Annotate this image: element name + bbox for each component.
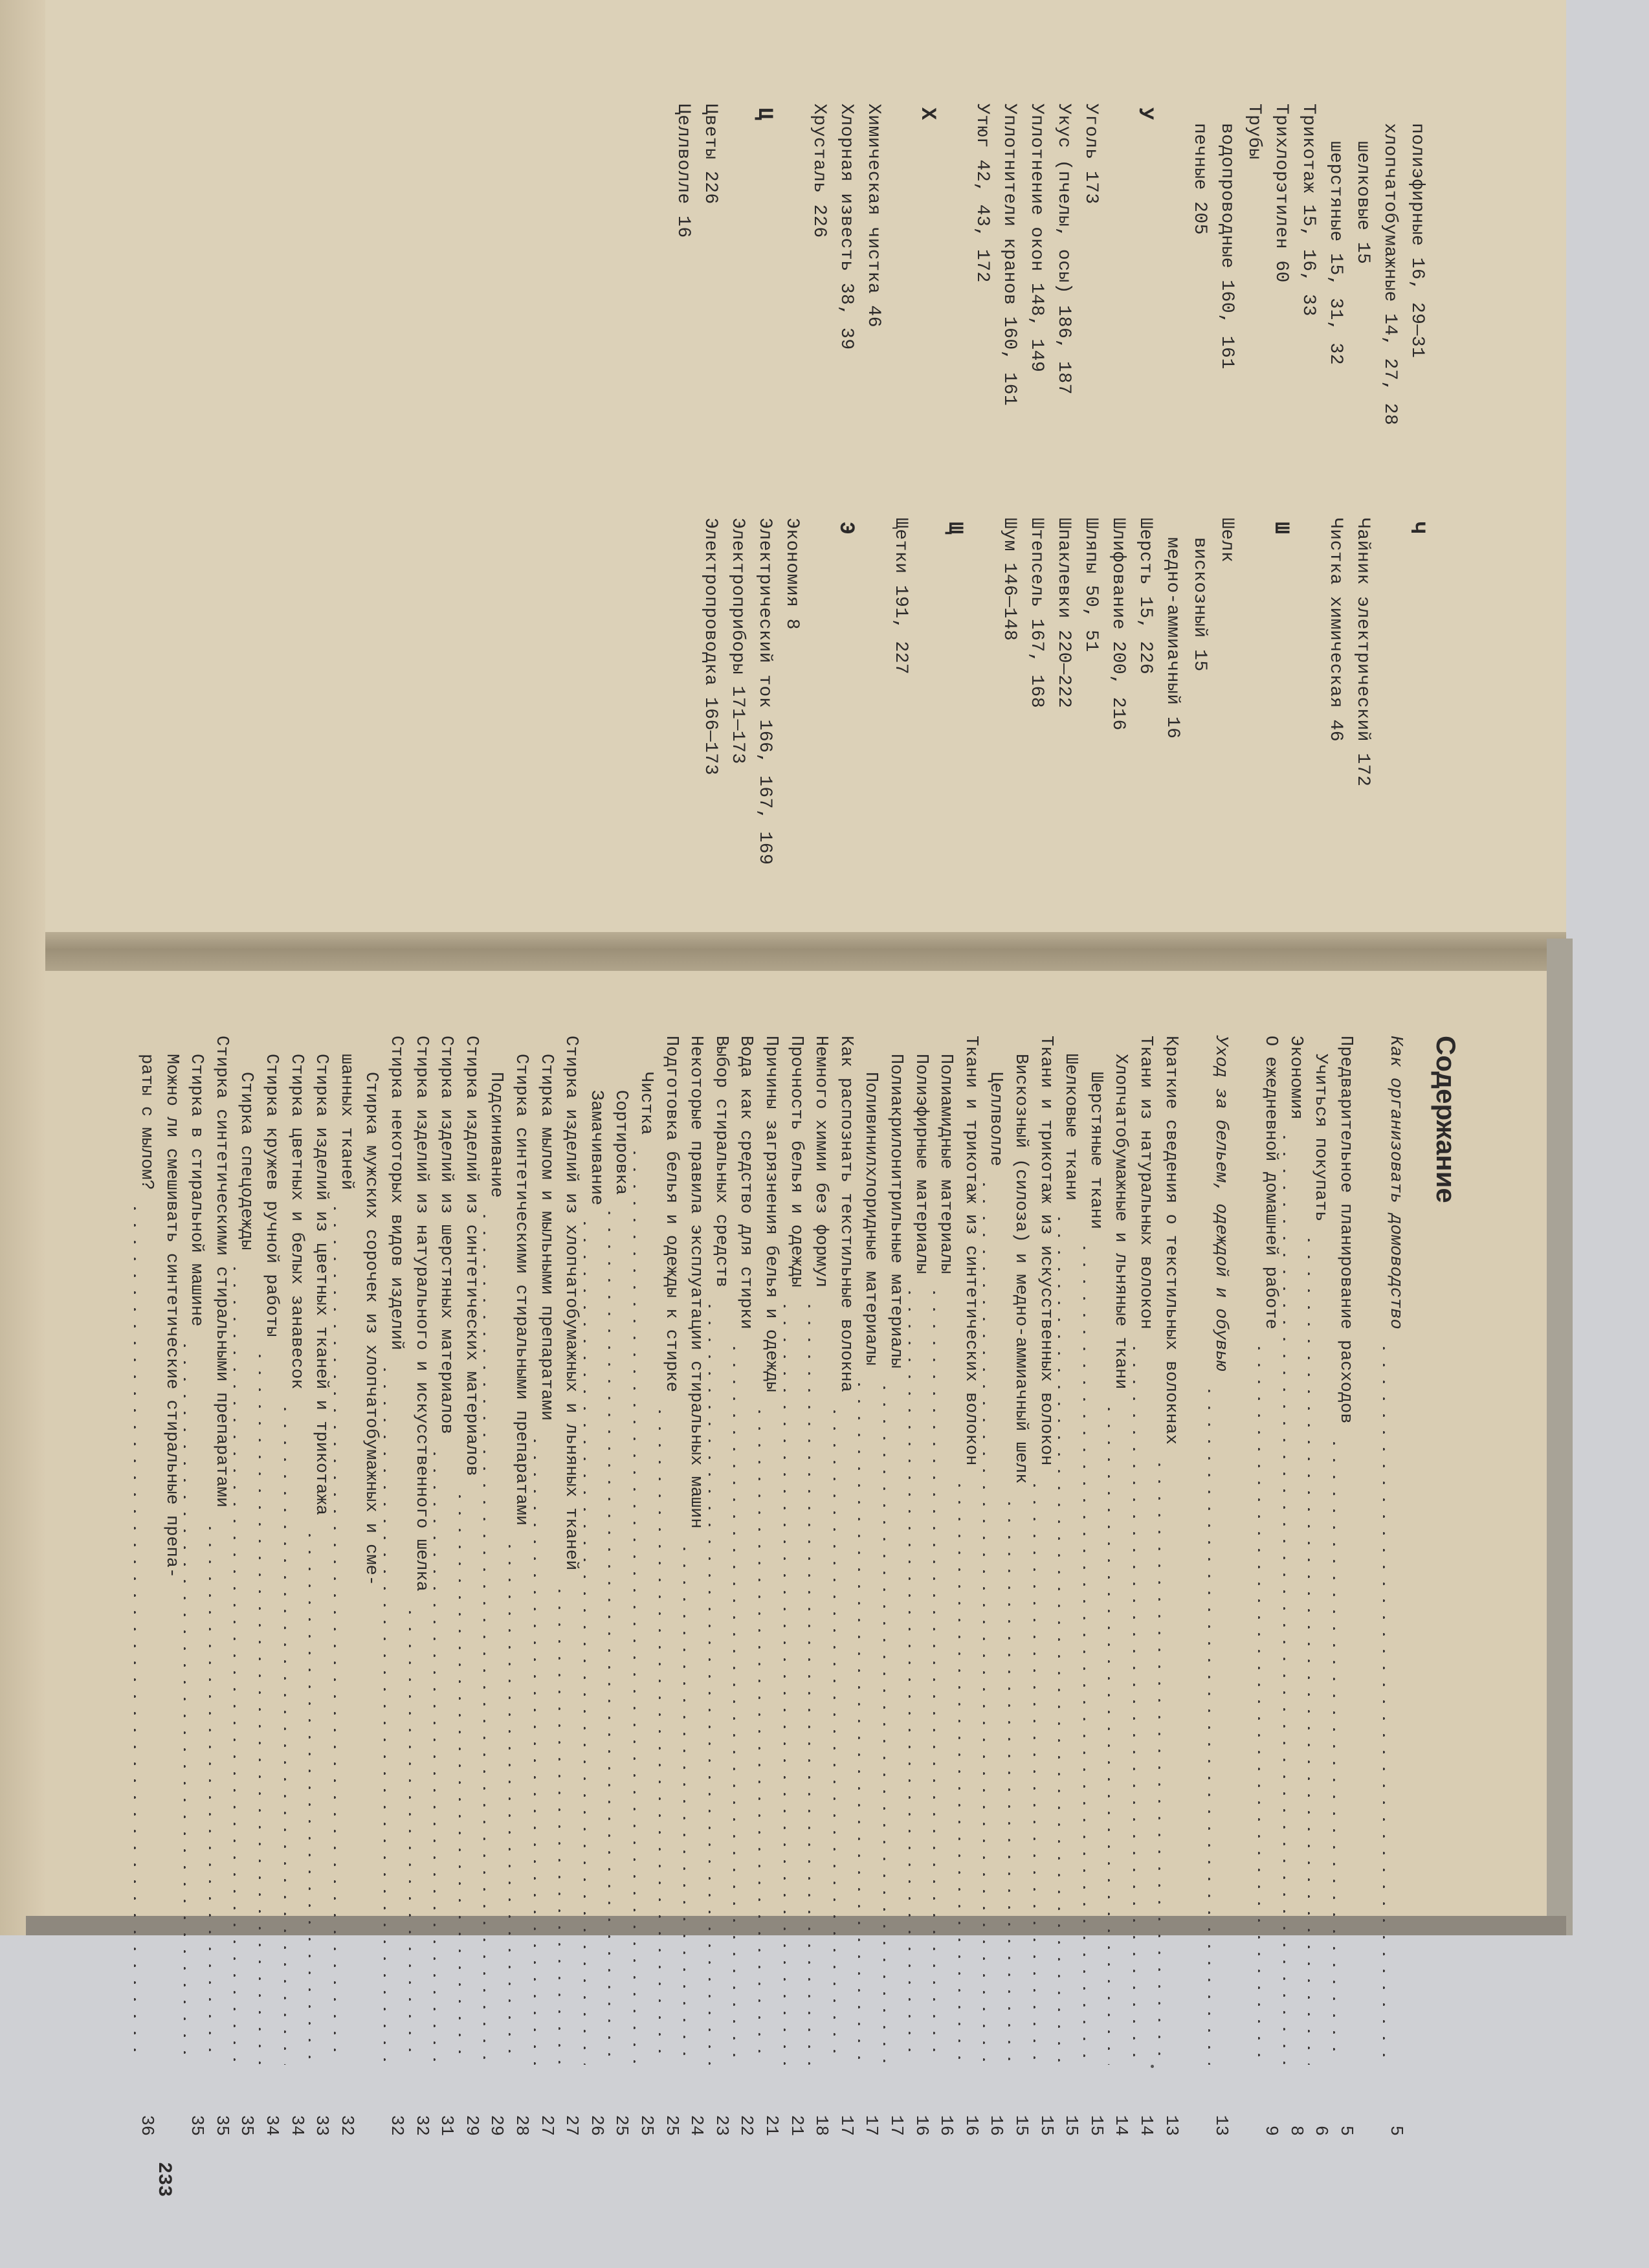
- toc-entry-title: Стирка в стиральной машине: [186, 1054, 206, 1327]
- toc-leader-dots: [784, 1298, 808, 2065]
- page-number: 233: [153, 2162, 175, 2197]
- toc-leader-dots: [1008, 1495, 1033, 2065]
- toc-entry-title: Некоторые правила эксплуатации стиральных машин: [686, 1036, 706, 1529]
- index-entry: хлопчатобумажные 14, 27, 28: [1380, 123, 1400, 426]
- toc-leader-dots: [309, 1527, 333, 2065]
- toc-page-number: 31: [436, 2115, 456, 2136]
- toc-entry: [709, 1036, 733, 2136]
- index-entry: Шелк: [1217, 518, 1237, 563]
- toc-leader-dots: [384, 1361, 408, 2065]
- index-entry: Трикотаж 15, 16, 33: [1298, 104, 1318, 317]
- toc-page-number: 21: [761, 2115, 780, 2136]
- toc-entry-title: Выбор стиральных средств: [711, 1036, 731, 1287]
- index-entry: Хрусталь 226: [809, 104, 829, 238]
- index-entry: Электрический ток 166, 167, 169: [755, 518, 775, 865]
- toc-leader-dots: [334, 1200, 359, 2065]
- toc-entry-title: Ткани из натуральных волокон: [1136, 1036, 1155, 1329]
- toc-page-number: 28: [511, 2115, 531, 2136]
- toc-entry: [1283, 1036, 1308, 2136]
- toc-entry-title: Предварительное планирование расходов: [1335, 1036, 1355, 1424]
- toc-page-number: 35: [186, 2115, 206, 2136]
- toc-entry: [459, 1036, 483, 2136]
- toc-page-number: 29: [461, 2115, 481, 2136]
- toc-entry-title: Прочность белья и одежды: [786, 1036, 806, 1287]
- index-entry: Трубы: [1244, 104, 1264, 160]
- index-entry: Шпаклевки 220—222: [1054, 518, 1074, 709]
- page-edge-shadow: [0, 0, 45, 1935]
- toc-section-heading: [1208, 1036, 1233, 2136]
- toc-entry-title: Стирка изделий из шерстяных материалов: [436, 1036, 456, 1434]
- toc-entry-title: Уход за бельем, одеждой и обувью: [1210, 1036, 1230, 1372]
- toc-entry-title: Целлволле: [986, 1072, 1006, 1166]
- toc-entry-title: Вискозный (силоза) и медно-аммиачный шелк: [1011, 1054, 1030, 1484]
- index-letter-heading: Х: [916, 107, 940, 120]
- index-letter-heading: Ч: [1405, 522, 1429, 535]
- toc-entry-title: Стирка изделий из натурального и искусственного шелка: [411, 1036, 431, 1592]
- toc-entry: [309, 1036, 333, 2136]
- toc-entry: [634, 1036, 658, 2136]
- toc-entry: [1058, 1036, 1083, 2136]
- toc-leader-dots: [659, 1403, 683, 2065]
- index-entry: Хлорная известь 38, 39: [836, 104, 856, 350]
- toc-entry-title: Как распознать текстильные волокна: [836, 1036, 856, 1392]
- toc-page-number: 22: [736, 2115, 756, 2136]
- toc-leader-dots: [958, 1477, 983, 2065]
- book-cover-edge: [1547, 939, 1573, 1935]
- toc-leader-dots: [1108, 1401, 1133, 2065]
- toc-entry: [933, 1036, 958, 2136]
- toc-entry-title: Хлопчатобумажные и льняные ткани: [1111, 1054, 1131, 1390]
- index-entry: Уголь 173: [1081, 104, 1101, 205]
- toc-leader-dots: [284, 1401, 309, 2065]
- toc-leader-dots: [209, 1520, 234, 2065]
- toc-entry-title: Подготовка белья и одежды к стирке: [661, 1036, 681, 1392]
- toc-leader-dots: [608, 1205, 633, 2065]
- toc-entry: [659, 1036, 683, 2136]
- index-entry: Экономия 8: [782, 518, 802, 630]
- toc-leader-dots: [1158, 1456, 1183, 2065]
- toc-entry: [559, 1036, 583, 2136]
- toc-entry-title: Стирка изделий из хлопчатобумажных и льняных тканей: [561, 1036, 581, 1571]
- toc-leader-dots: [1383, 1340, 1408, 2065]
- toc-page-number: 14: [1136, 2115, 1155, 2136]
- toc-page-number: 27: [536, 2115, 556, 2136]
- index-entry: шерстяные 15, 31, 32: [1325, 141, 1345, 366]
- toc-entry-title: Стирка спецодежды: [236, 1072, 256, 1251]
- toc-page-number: 29: [486, 2115, 506, 2136]
- toc-page-number: 26: [586, 2115, 606, 2136]
- toc-entry-title: Ткани и трикотаж из искусственных волокон: [1035, 1036, 1056, 1466]
- toc-entry-title: Полиамидные материалы: [936, 1054, 956, 1274]
- toc-page-number: 16: [986, 2115, 1006, 2136]
- toc-page-number: 17: [886, 2115, 905, 2136]
- toc-entry: [1158, 1036, 1183, 2136]
- toc-page-number: 35: [236, 2115, 256, 2136]
- toc-leader-dots: [1133, 1340, 1158, 2065]
- toc-entry: [159, 1036, 184, 2136]
- toc-page-number: 34: [261, 2115, 281, 2136]
- toc-leader-dots: [1258, 1340, 1283, 2065]
- toc-entry: [858, 1036, 883, 2136]
- toc-entry: [983, 1036, 1008, 2136]
- toc-entry-title: Стирка синтетическими стиральными препаратами: [511, 1054, 531, 1526]
- toc-page-number: 35: [211, 2115, 231, 2136]
- toc-entry: [784, 1036, 808, 2136]
- index-entry: Целлволле 16: [673, 104, 693, 238]
- toc-entry-title: Краткие сведения о текстильных волокнах: [1160, 1036, 1180, 1445]
- index-entry: Трихлорэтилен 60: [1271, 104, 1291, 283]
- toc-leader-dots: [983, 1176, 1008, 2065]
- toc-leader-dots: [1308, 1232, 1333, 2065]
- toc-page-number: 23: [711, 2115, 731, 2136]
- toc-entry: [1083, 1036, 1108, 2136]
- toc-page-number: 15: [1035, 2115, 1056, 2136]
- index-entry: полиэфирные 16, 29—31: [1407, 123, 1427, 359]
- index-entry: Электропроводка 166—173: [700, 518, 720, 775]
- toc-entry: [758, 1036, 783, 2136]
- toc-entry: [1108, 1036, 1133, 2136]
- toc-leader-dots: [1058, 1210, 1083, 2065]
- toc-page-number: 16: [911, 2115, 931, 2136]
- toc-entry-title: О ежедневной домашней работе: [1261, 1036, 1280, 1329]
- toc-leader-dots: [259, 1348, 283, 2065]
- table-of-contents: [137, 1036, 1466, 2136]
- toc-leader-dots: [534, 1432, 559, 2065]
- toc-page-number: 9: [1261, 2125, 1280, 2136]
- toc-entry: [883, 1036, 908, 2136]
- index-entry: Чайник электрический 172: [1353, 518, 1373, 787]
- toc-leader-dots: [134, 1200, 159, 2065]
- toc-leader-dots: [733, 1340, 758, 2065]
- toc-entry-title: Стирка некоторых видов изделий: [386, 1036, 406, 1351]
- index-entry: Химическая чистка 46: [863, 104, 883, 328]
- toc-entry-title: Как организовать домоводство: [1386, 1036, 1405, 1329]
- toc-entry: [209, 1036, 234, 2136]
- toc-page-number: 32: [411, 2115, 431, 2136]
- toc-entry-title: Стирка мужских сорочек из хлопчатобумажных и сме-: [361, 1072, 381, 1586]
- toc-leader-dots: [858, 1376, 883, 2065]
- toc-leader-dots: [808, 1298, 833, 2065]
- toc-entry: [608, 1036, 633, 2136]
- toc-entry: [434, 1036, 458, 2136]
- toc-entry: [909, 1036, 933, 2136]
- index-letter-heading: У: [1133, 107, 1157, 120]
- toc-leader-dots: [509, 1538, 533, 2065]
- toc-entry: [683, 1036, 708, 2136]
- toc-entry: [134, 1036, 159, 2136]
- toc-leader-dots: [559, 1583, 583, 2065]
- toc-leader-dots: [434, 1445, 458, 2065]
- toc-leader-dots: [459, 1488, 483, 2065]
- toc-page-number: 32: [336, 2115, 356, 2136]
- toc-leader-dots: [883, 1379, 908, 2065]
- toc-entry: [733, 1036, 758, 2136]
- toc-entry: [234, 1036, 258, 2136]
- toc-page-number: 25: [661, 2115, 681, 2136]
- toc-page-number: 21: [786, 2115, 806, 2136]
- toc-page-number: 25: [636, 2115, 656, 2136]
- toc-entry-title: Подсинивание: [486, 1072, 506, 1198]
- toc-spacer: [1233, 1036, 1257, 2136]
- toc-entry-title: Причины загрязнения белья и одежды: [761, 1036, 780, 1392]
- index-letter-heading: Щ: [943, 522, 967, 535]
- toc-entry: [284, 1036, 309, 2136]
- toc-leader-dots: [409, 1604, 434, 2065]
- toc-page-number: 14: [1111, 2115, 1131, 2136]
- toc-entry: [483, 1036, 508, 2136]
- toc-page-number: 8: [1285, 2125, 1305, 2136]
- toc-entry-title: шанных тканей: [336, 1054, 356, 1190]
- toc-entry: [334, 1036, 359, 2136]
- toc-page-number: 15: [1011, 2115, 1030, 2136]
- toc-entry-title: Экономия: [1285, 1036, 1305, 1120]
- toc-leader-dots: [1034, 1477, 1058, 2065]
- index-entry: медно-аммиачный 16: [1162, 537, 1182, 739]
- toc-spacer: [1358, 1036, 1382, 2136]
- index-entry: Шум 146—148: [999, 518, 1019, 641]
- toc-entry-title: Полиакрилонитрильные материалы: [886, 1054, 905, 1369]
- toc-page-number: 24: [686, 2115, 706, 2136]
- toc-entry-title: Вода как средство для стирки: [736, 1036, 756, 1329]
- toc-entry: [1308, 1036, 1333, 2136]
- toc-entry: [534, 1036, 559, 2136]
- toc-page-number: 15: [1085, 2115, 1105, 2136]
- toc-page-number: 27: [561, 2115, 581, 2136]
- index-entry: Чистка химическая 46: [1325, 518, 1345, 742]
- toc-entry: [1333, 1036, 1358, 2136]
- index-entry: Щетки 191, 227: [891, 518, 911, 675]
- toc-page-number: 17: [836, 2115, 856, 2136]
- index-entry: Утюг 42, 43, 172: [972, 104, 992, 283]
- toc-leader-dots: [234, 1260, 258, 2065]
- toc-entry-title: Стирка изделий из синтетических материалов: [461, 1036, 481, 1476]
- toc-entry-title: Учиться покупать: [1311, 1054, 1331, 1222]
- toc-entry-title: Шерстяные ткани: [1085, 1072, 1105, 1230]
- toc-page-number: 13: [1210, 2115, 1230, 2136]
- toc-entry-title: Ткани и трикотаж из синтетических волокон: [960, 1036, 980, 1466]
- toc-leader-dots: [909, 1284, 933, 2065]
- toc-entry: [1258, 1036, 1283, 2136]
- index-entry: Шляпы 50, 51: [1081, 518, 1101, 652]
- index-entry: шелковые 15: [1353, 141, 1373, 265]
- toc-leader-dots: [683, 1540, 708, 2065]
- toc-entry-title: Замачивание: [586, 1090, 606, 1206]
- toc-page-number: 5: [1386, 2125, 1405, 2136]
- toc-page-number: 25: [611, 2115, 631, 2136]
- toc-page-number: 36: [137, 2115, 156, 2136]
- toc-leader-dots: [758, 1403, 783, 2065]
- toc-page-number: 34: [286, 2115, 306, 2136]
- toc-entry-title: раты с мылом?: [137, 1054, 156, 1190]
- toc-entry: [1034, 1036, 1058, 2136]
- toc-entry: [1133, 1036, 1158, 2136]
- index-entry: Укус (пчелы, осы) 186, 187: [1054, 104, 1074, 395]
- toc-page-number: 16: [936, 2115, 956, 2136]
- toc-page-number: 13: [1160, 2115, 1180, 2136]
- index-entry: Шлифование 200, 216: [1108, 518, 1128, 731]
- index-entry: Уплотнение окон 148, 149: [1026, 104, 1046, 373]
- index-entry: Уплотнители кранов 160, 161: [999, 104, 1019, 406]
- toc-leader-dots: [634, 1144, 658, 2065]
- toc-entry: [834, 1036, 858, 2136]
- toc-entry: [184, 1036, 208, 2136]
- toc-leader-dots: [584, 1215, 608, 2065]
- toc-entry-title: Стирка кружев ручной работы: [261, 1054, 281, 1337]
- toc-section-heading: [1383, 1036, 1408, 2136]
- index-entry: Штепсель 167, 168: [1026, 518, 1046, 709]
- toc-leader-dots: [709, 1298, 733, 2065]
- toc-entry-title: Стирка мылом и мыльными препаратами: [536, 1054, 556, 1421]
- index-letter-heading: Ш: [1269, 522, 1293, 535]
- index-entry: водопроводные 160, 161: [1217, 123, 1237, 370]
- toc-entry-title: Стирка синтетическими стиральными препаратами: [211, 1036, 231, 1508]
- toc-page-number: 16: [960, 2115, 980, 2136]
- toc-entry: [958, 1036, 983, 2136]
- toc-leader-dots: [834, 1403, 858, 2065]
- index-entry: печные 205: [1190, 123, 1210, 236]
- toc-entry-title: Стирка изделий из цветных тканей и трикотажа: [311, 1054, 331, 1515]
- toc-leader-dots: [933, 1284, 958, 2065]
- toc-entry: [359, 1036, 383, 2136]
- toc-entry-title: Можно ли смешивать синтетические стиральные препа-: [161, 1054, 181, 1579]
- index-letter-heading: Ц: [753, 107, 777, 120]
- index-entry: Цветы 226: [700, 104, 720, 205]
- toc-page-number: 33: [311, 2115, 331, 2136]
- toc-page-number: 6: [1311, 2125, 1331, 2136]
- toc-page-number: 32: [386, 2115, 406, 2136]
- toc-page-number: 15: [1061, 2115, 1081, 2136]
- toc-leader-dots: [483, 1208, 508, 2065]
- toc-entry-title: Шелковые ткани: [1061, 1054, 1081, 1201]
- index-entry: вискозный 15: [1190, 537, 1210, 672]
- toc-leader-dots: [1208, 1383, 1233, 2065]
- toc-entry-title: Сортировка: [611, 1090, 631, 1195]
- toc-entry: [384, 1036, 408, 2136]
- toc-entry-title: Стирка цветных и белых занавесок: [286, 1054, 306, 1390]
- toc-entry-title: Немного химии без формул: [811, 1036, 831, 1287]
- toc-leader-dots: [1333, 1435, 1358, 2065]
- toc-page-number: 18: [811, 2115, 831, 2136]
- toc-entry-title: Чистка: [636, 1072, 656, 1135]
- toc-entry: [259, 1036, 283, 2136]
- page-title: Содержание: [1431, 1036, 1461, 1203]
- toc-entry-title: Поливинилхлоридные материалы: [861, 1072, 881, 1366]
- toc-entry: [808, 1036, 833, 2136]
- toc-page-number: 5: [1335, 2125, 1355, 2136]
- toc-entry: [1008, 1036, 1033, 2136]
- index-entry: Электроприборы 171—173: [727, 518, 747, 764]
- index-entry: Шерсть 15, 226: [1135, 518, 1155, 675]
- toc-entry: [509, 1036, 533, 2136]
- toc-leader-dots: [1083, 1240, 1108, 2065]
- toc-spacer: [1183, 1036, 1208, 2136]
- toc-entry: [409, 1036, 434, 2136]
- toc-leader-dots: [184, 1337, 208, 2065]
- toc-leader-dots: [1283, 1129, 1308, 2065]
- index-letter-heading: Э: [834, 522, 858, 535]
- toc-page-number: 17: [861, 2115, 881, 2136]
- toc-entry-title: Полиэфирные материалы: [911, 1054, 931, 1274]
- toc-entry: [584, 1036, 608, 2136]
